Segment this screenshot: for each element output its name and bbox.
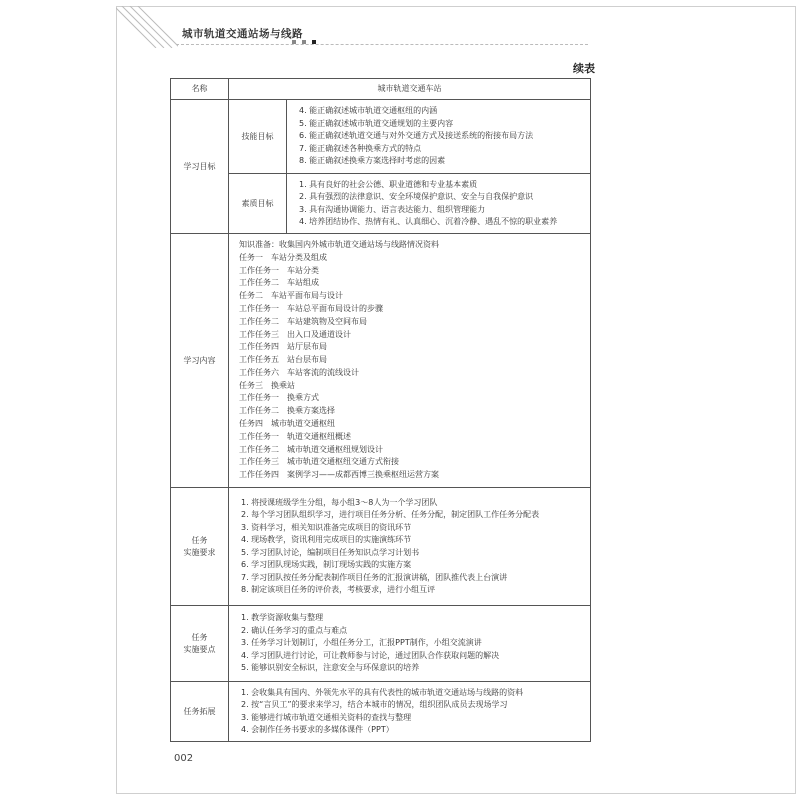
list-item: 工作任务四 案例学习——成都西博三换乘枢纽运营方案 [239,470,439,480]
quality-goals-label: 素质目标 [229,174,287,234]
page-number: 002 [174,753,194,764]
list-item: 1. 将授课班级学生分组，每小组3～8人为一个学习团队 [241,497,438,507]
list-item: 工作任务五 站台层布局 [239,355,327,365]
list-item: 工作任务一 车站分类 [239,265,319,275]
list-item: 工作任务一 换乘方式 [239,393,319,403]
list-item: 工作任务三 出入口及通道设计 [239,329,351,339]
list-item: 8. 能正确叙述换乘方案选择时考虑的因素 [299,156,446,166]
list-item: 4. 学习团队进行讨论，可让教师参与讨论，通过团队合作获取问题的解决 [241,650,500,660]
list-item: 7. 学习团队按任务分配表制作项目任务的汇报演讲稿，团队推代表上台演讲 [241,572,508,582]
list-item: 4. 能正确叙述城市轨道交通枢纽的内涵 [299,106,438,116]
learning-goals-label: 学习目标 [171,100,229,234]
table-row [171,234,591,488]
list-item: 3. 资料学习，相关知识准备完成项目的资讯环节 [241,522,412,532]
quality-goals-cell [287,174,591,234]
table-row [171,174,591,234]
task-requirements-cell [229,488,591,606]
list-item: 6. 学习团队现场实践，制订现场实践的实施方案 [241,560,412,569]
list-item: 3. 任务学习计划制订，小组任务分工，汇报PPT制作，小组交流演讲 [241,638,482,648]
task-extension-cell [229,682,591,742]
list-item: 任务四 城市轨道交通枢纽 [239,419,335,429]
table-header-row [171,79,591,100]
list-item: 2. 按“言贝工”的要求来学习，结合本城市的情况，组织团队成员去现场学习 [241,700,508,709]
running-header-title: 城市轨道交通站场与线路 [182,28,303,40]
list-item: 1. 教学资源收集与整理 [241,613,324,623]
list-item: 工作任务三 城市轨道交通枢纽交通方式衔接 [239,457,399,467]
list-item: 工作任务一 轨道交通枢纽概述 [239,431,351,441]
list-item: 工作任务二 换乘方案选择 [239,406,335,416]
list-item: 2. 具有强烈的法律意识、安全环境保护意识、安全与自我保护意识 [299,192,534,201]
list-item: 工作任务二 城市轨道交通枢纽规划设计 [239,444,383,454]
list-item: 任务二 车站平面布局与设计 [239,291,343,301]
table-row [171,606,591,682]
list-item: 知识准备：收集国内外城市轨道交通站场与线路情况资料 [239,239,439,249]
list-item: 工作任务六 车站客流的流线设计 [239,367,359,377]
corner-hatch-decoration [116,6,178,48]
list-item: 2. 每个学习团队组织学习，进行项目任务分析、任务分配，制定团队工作任务分配表 [241,510,540,519]
list-item: 8. 制定该项目任务的评价表，考核要求，进行小组互评 [241,585,436,594]
list-item: 1. 会收集具有国内、外领先水平的具有代表性的城市轨道交通站场与线路的资料 [241,687,524,697]
header-value-cell: 城市轨道交通车站 [229,79,591,100]
task-points-cell [229,606,591,682]
header-dots-decoration [292,31,322,50]
list-item: 4. 培养团结协作、热情有礼、认真细心、沉着冷静、遇乱不惊的职业素养 [299,217,558,226]
course-table [170,78,591,742]
list-item: 任务一 车站分类及组成 [239,252,327,262]
header-rule [176,44,588,45]
list-item: 4. 现场教学，资讯利用完成项目的实施演练环节 [241,535,412,544]
task-extension-label: 任务拓展 [171,682,229,742]
list-item: 6. 能正确叙述轨道交通与对外交通方式及接送系统的衔接布局方法 [299,131,534,141]
table-row [171,682,591,742]
skill-goals-cell [287,100,591,174]
list-item: 3. 能够进行城市轨道交通相关资料的查找与整理 [241,712,412,722]
table-row [171,488,591,606]
list-item: 3. 具有沟通协调能力、语言表达能力、组织管理能力 [299,204,486,214]
list-item: 工作任务四 站厅层布局 [239,342,327,352]
list-item: 工作任务一 车站总平面布局设计的步骤 [239,303,383,313]
skill-goals-label: 技能目标 [229,100,287,174]
list-item: 工作任务二 车站建筑物及空间布局 [239,316,367,326]
list-item: 4. 会制作任务书要求的多媒体课件（PPT） [241,725,394,734]
header-name-cell: 名称 [171,79,229,100]
list-item: 7. 能正确叙述各种换乘方式的特点 [299,143,422,153]
list-item: 1. 具有良好的社会公德、职业道德和专业基本素质 [299,179,478,189]
list-item: 工作任务二 车站组成 [239,278,319,288]
task-points-label: 任务 实施要点 [171,606,229,682]
continued-label: 续表 [573,62,595,75]
learning-content-label: 学习内容 [171,234,229,488]
list-item: 5. 能正确叙述城市轨道交通规划的主要内容 [299,118,454,128]
task-requirements-label: 任务 实施要求 [171,488,229,606]
learning-content-cell [229,234,591,488]
table-row [171,100,591,174]
list-item: 2. 确认任务学习的重点与难点 [241,625,348,635]
list-item: 任务三 换乘站 [239,380,295,390]
list-item: 5. 学习团队讨论，编制项目任务知识点学习计划书 [241,547,420,557]
list-item: 5. 能够识别安全标识，注意安全与环保意识的培养 [241,663,420,673]
